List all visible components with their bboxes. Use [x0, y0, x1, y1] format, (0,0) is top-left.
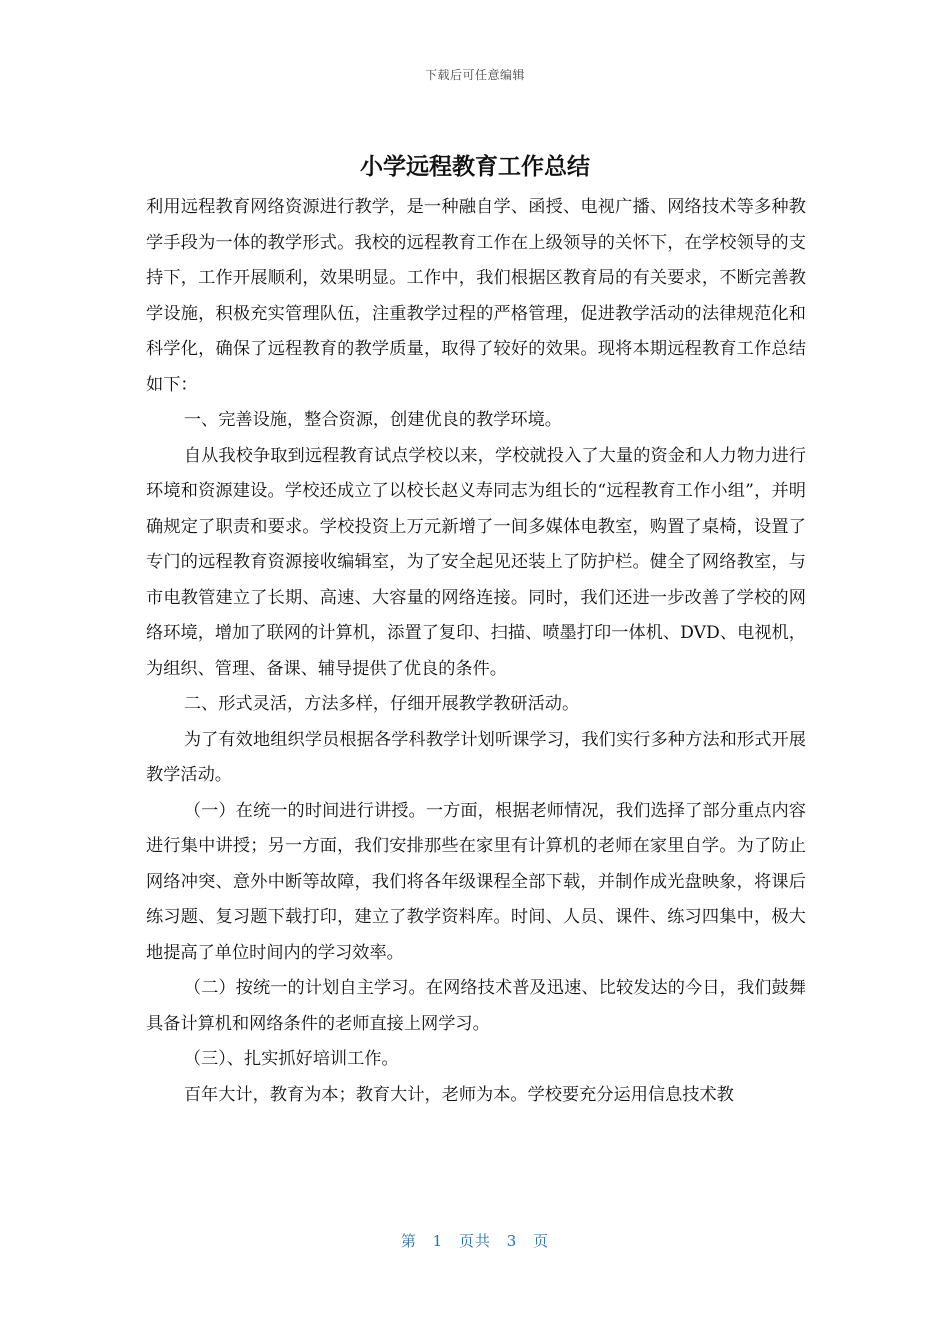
document-title: 小学远程教育工作总结	[360, 154, 590, 180]
header-note: 下载后可任意编辑	[424, 68, 525, 82]
section-heading-2: 二、形式灵活，方法多样，仔细开展教学教研活动。	[183, 694, 580, 714]
paragraph-facilities: 自从我校争取到远程教育试点学校以来，学校就投入了大量的资金和人力物力进行环境和资源建设。学校还成立了以校长赵义寿同志为组长的“远程教育工作小组”，并明确规定了职责和要求。学校投资上万元新增了一间多媒体电教室，购置了桌椅，设置了专门的远程教育资源接收编辑室，为了安全起见还装上了防护栏。健全了网络教室，与市电教管建立了长期、高速、大容量的网络连接。同时，我们还进一步改善了学校的网络环境，增加了联网的计算机，添置了复印、扫描、喷墨打印一体机、DVD、电视机，为组织、管理、备课、辅导提供了优良的条件。	[146, 445, 806, 679]
document-body	[146, 190, 806, 1113]
paragraph-item-2: （二）按统一的计划自主学习。在网络技术普及迅速、比较发达的今日，我们鼓舞具备计算机和网络条件的老师直接上网学习。	[146, 978, 806, 1034]
section-heading-1: 一、完善设施，整合资源，创建优良的教学环境。	[183, 410, 562, 430]
paragraph-intro: 利用远程教育网络资源进行教学，是一种融自学、函授、电视广播、网络技术等多种教学手段为一体的教学形式。我校的远程教育工作在上级领导的关怀下，在学校领导的支持下，工作开展顺利，效果明显。工作中，我们根据区教育局的有关要求，不断完善教学设施，积极充实管理队伍，注重教学过程的严格管理，促进教学活动的法律规范化和科学化，确保了远程教育的教学质量，取得了较好的效果。现将本期远程教育工作总结如下：	[146, 197, 806, 395]
paragraph-methods: 为了有效地组织学员根据各学科教学计划听课学习，我们实行多种方法和形式开展教学活动。	[146, 729, 806, 785]
paragraph-training: 百年大计，教育为本；教育大计，老师为本。学校要充分运用信息技术教	[183, 1084, 734, 1105]
page-number: 第 1 页共 3 页	[400, 1232, 550, 1250]
paragraph-item-3: （三）、扎实抓好培训工作。	[183, 1049, 399, 1069]
paragraph-item-1: （一）在统一的时间进行讲授。一方面，根据老师情况，我们选择了部分重点内容进行集中讲授；另一方面，我们安排那些在家里有计算机的老师在家里自学。为了防止网络冲突、意外中断等故障，我们将各年级课程全部下载，并制作成光盘映象，将课后练习题、复习题下载打印，建立了教学资料库。时间、人员、课件、练习四集中，极大地提高了单位时间内的学习效率。	[146, 800, 806, 963]
